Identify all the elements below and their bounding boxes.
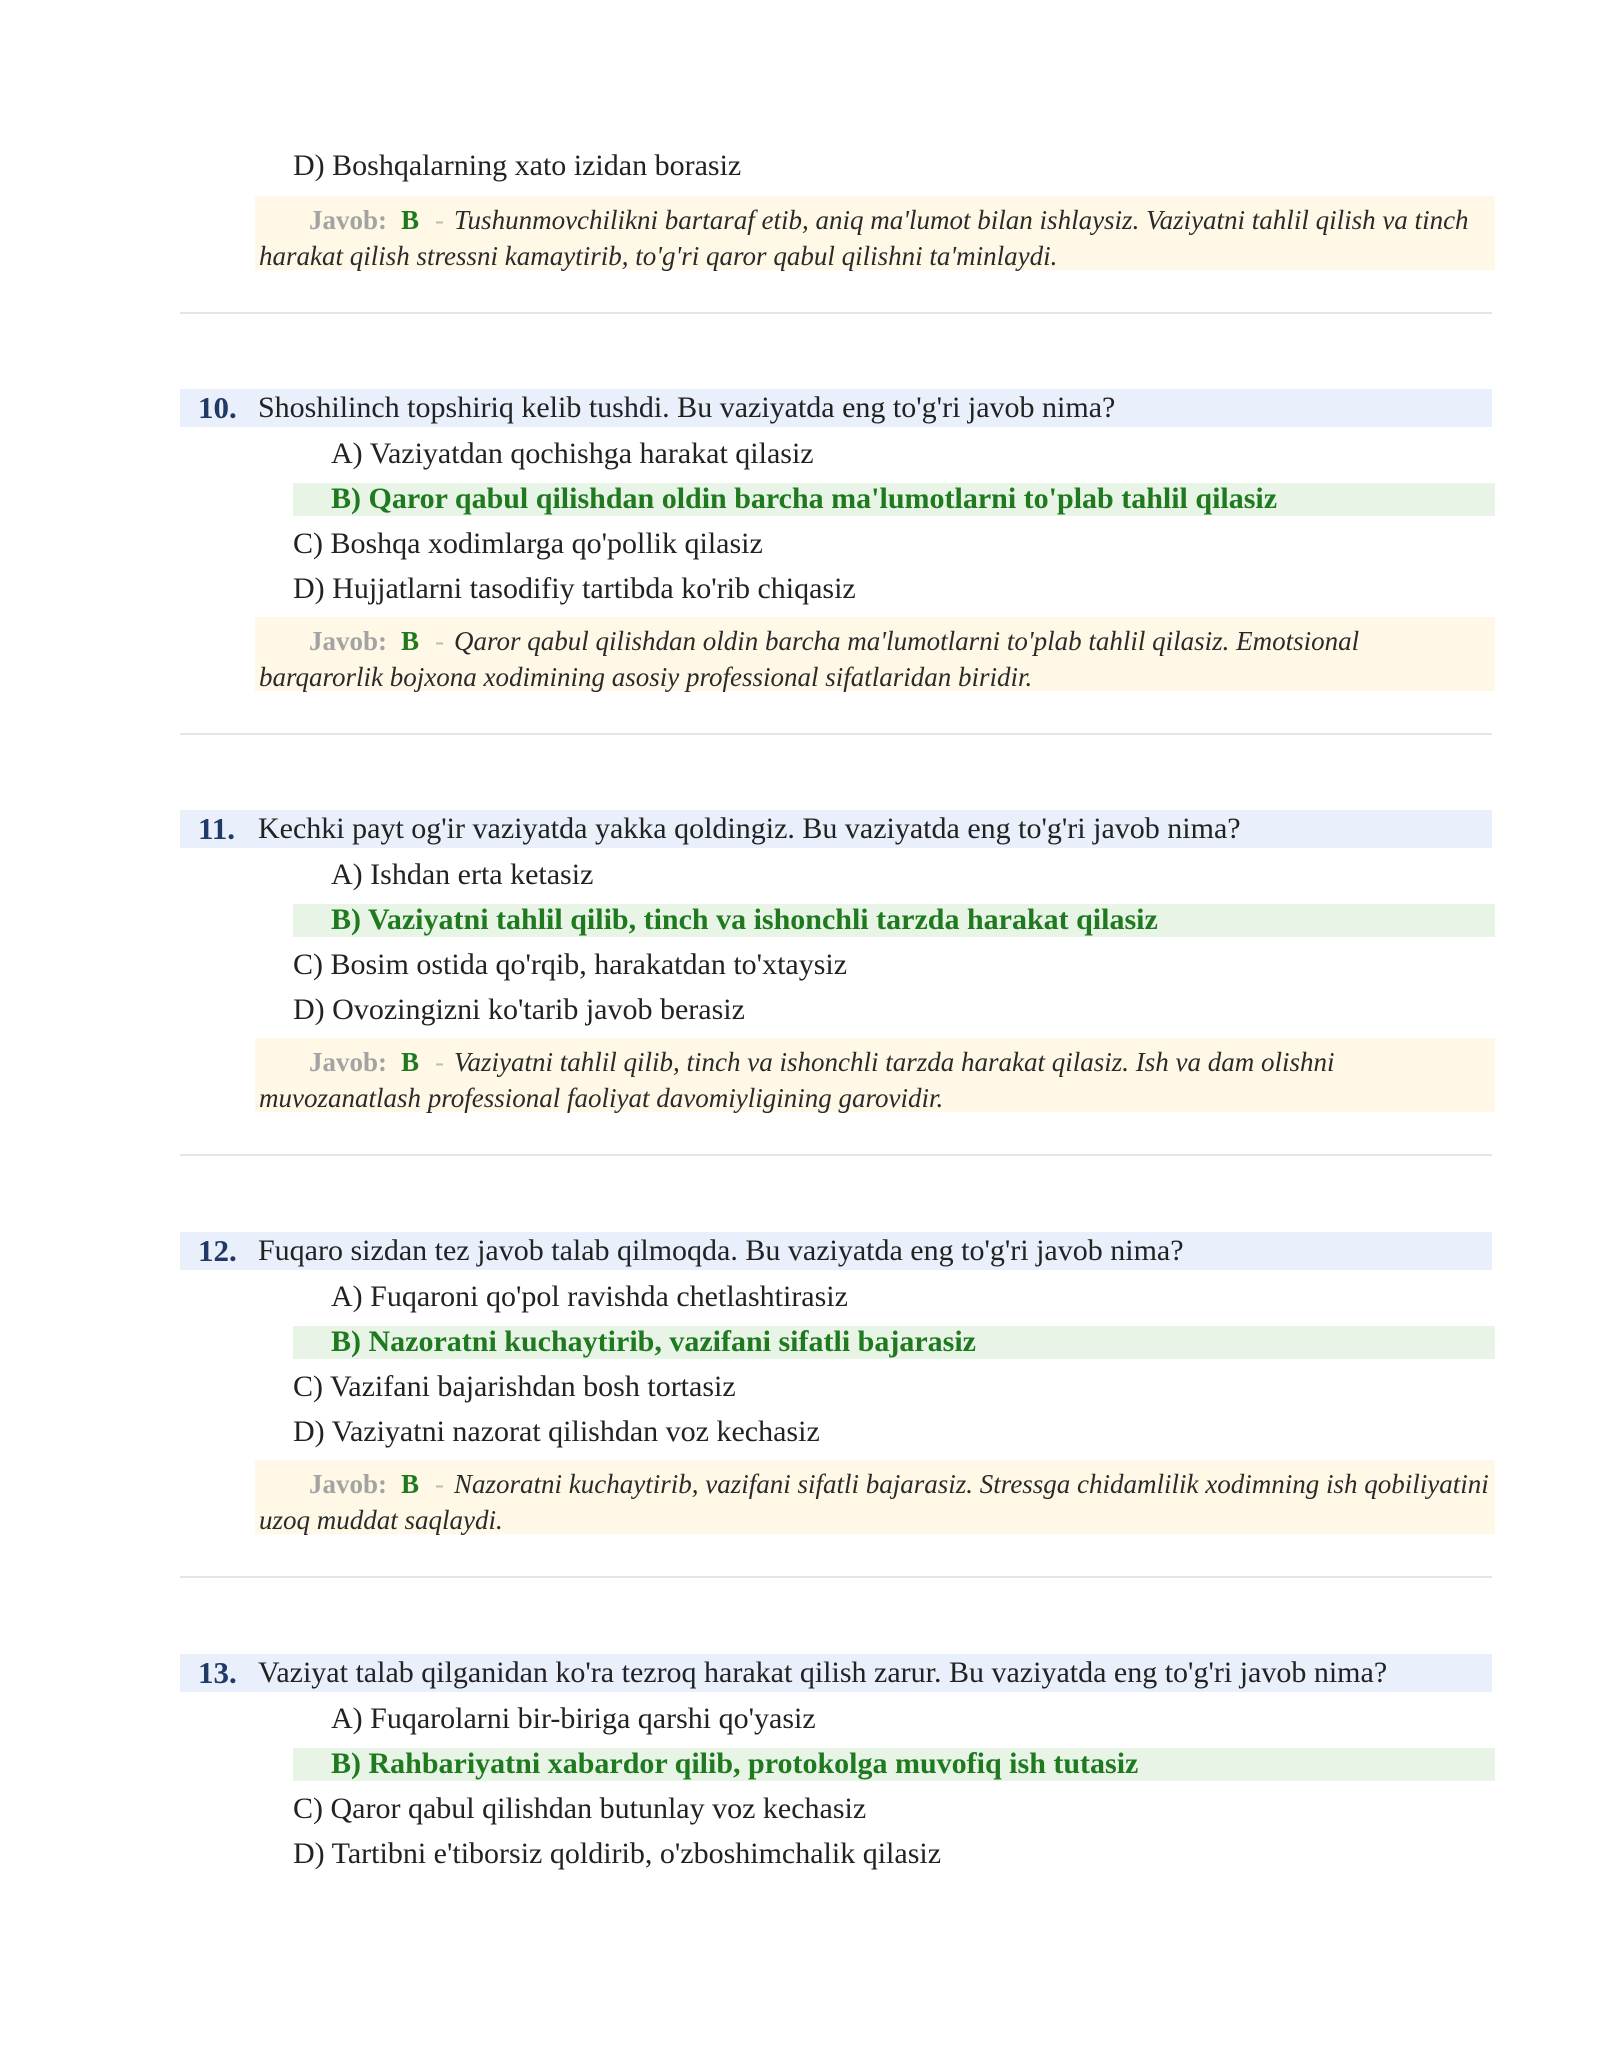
divider (180, 312, 1492, 314)
answer-dash: - (435, 1047, 445, 1077)
answer-label: Javob: (309, 626, 388, 656)
answer-label: Javob: (309, 1469, 388, 1499)
answer-box (255, 1460, 1495, 1534)
option-d: D) Vaziyatni nazorat qilishdan voz kechasiz (293, 1415, 820, 1448)
option-b-correct: B) Qaror qabul qilishdan oldin barcha ma'lumotlarni to'plab tahlil qilasiz (331, 482, 1278, 515)
answer-explanation: Tushunmovchilikni bartaraf etib, aniq ma'lumot bilan ishlaysiz. Vaziyatni tahlil qilish va tinch harakat qilish stressni kamaytirib, to'g'ri qaror qabul qilishni ta'minlaydi. (259, 205, 1469, 271)
option-b-correct: B) Nazoratni kuchaytirib, vazifani sifatli bajarasiz (331, 1325, 976, 1358)
option-d: D) Tartibni e'tiborsiz qoldirib, o'zboshimchalik qilasiz (293, 1837, 942, 1870)
answer-box (255, 617, 1495, 691)
answer-key: B (401, 1047, 420, 1077)
option-c: C) Vazifani bajarishdan bosh tortasiz (293, 1370, 736, 1403)
question-number: 12. (198, 1233, 237, 1268)
answer-explanation: Vaziyatni tahlil qilib, tinch va ishonchli tarzda harakat qilasiz. Ish va dam olishni muvozanatlash professional faoliyat davomiyligining garovidir. (259, 1047, 1335, 1113)
option-c: C) Bosim ostida qo'rqib, harakatdan to'xtaysiz (293, 948, 848, 981)
answer-dash: - (435, 626, 445, 656)
question-text: Shoshilinch topshiriq kelib tushdi. Bu vaziyatda eng to'g'ri javob nima? (258, 391, 1116, 424)
option-d: D) Boshqalarning xato izidan borasiz (293, 149, 742, 182)
question-number: 11. (198, 811, 236, 846)
answer-explanation: Nazoratni kuchaytirib, vazifani sifatli bajarasiz. Stressga chidamlilik xodimning ish qobiliyatini uzoq muddat saqlaydi. (259, 1469, 1489, 1535)
answer-label: Javob: (309, 1047, 388, 1077)
divider (180, 1154, 1492, 1156)
option-d: D) Ovozingizni ko'tarib javob berasiz (293, 993, 745, 1026)
answer-box (255, 1038, 1495, 1112)
option-c: C) Qaror qabul qilishdan butunlay voz kechasiz (293, 1792, 867, 1825)
question-number: 10. (198, 390, 237, 425)
question-number: 13. (198, 1655, 237, 1690)
divider (180, 733, 1492, 735)
answer-dash: - (435, 205, 445, 235)
answer-label: Javob: (309, 205, 388, 235)
question-text: Kechki payt og'ir vaziyatda yakka qoldingiz. Bu vaziyatda eng to'g'ri javob nima? (258, 812, 1241, 845)
option-a: A) Ishdan erta ketasiz (331, 858, 594, 891)
option-a: A) Vaziyatdan qochishga harakat qilasiz (331, 437, 814, 470)
option-b-correct: B) Vaziyatni tahlil qilib, tinch va ishonchli tarzda harakat qilasiz (331, 903, 1158, 936)
answer-explanation: Qaror qabul qilishdan oldin barcha ma'lumotlarni to'plab tahlil qilasiz. Emotsional barqarorlik bojxona xodimining asosiy professional sifatlaridan biridir. (259, 626, 1360, 692)
option-a: A) Fuqarolarni bir-biriga qarshi qo'yasiz (331, 1702, 816, 1735)
answer-dash: - (435, 1469, 445, 1499)
option-d: D) Hujjatlarni tasodifiy tartibda ko'rib chiqasiz (293, 572, 856, 605)
answer-key: B (401, 626, 420, 656)
divider (180, 1576, 1492, 1578)
answer-key: B (401, 205, 420, 235)
answer-key: B (401, 1469, 420, 1499)
question-text: Fuqaro sizdan tez javob talab qilmoqda. Bu vaziyatda eng to'g'ri javob nima? (258, 1234, 1184, 1267)
answer-box (255, 196, 1495, 270)
option-a: A) Fuqaroni qo'pol ravishda chetlashtirasiz (331, 1280, 848, 1313)
question-text: Vaziyat talab qilganidan ko'ra tezroq harakat qilish zarur. Bu vaziyatda eng to'g'ri javob nima? (258, 1656, 1388, 1689)
option-b-correct: B) Rahbariyatni xabardor qilib, protokolga muvofiq ish tutasiz (331, 1747, 1139, 1780)
option-c: C) Boshqa xodimlarga qo'pollik qilasiz (293, 527, 763, 560)
